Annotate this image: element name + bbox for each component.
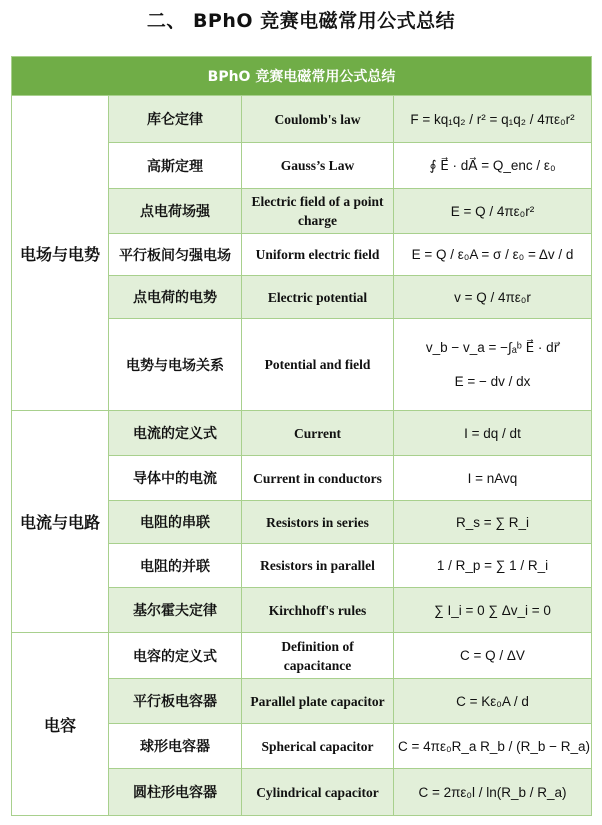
formula: C = Q / ΔV <box>394 633 592 679</box>
cn-name: 导体中的电流 <box>109 456 242 501</box>
category-cell: 电场与电势 <box>12 96 109 411</box>
en-name: Resistors in series <box>242 501 394 544</box>
cn-name: 点电荷的电势 <box>109 276 242 319</box>
en-name: Parallel plate capacitor <box>242 679 394 724</box>
cn-name: 电阻的并联 <box>109 544 242 588</box>
cn-name: 高斯定理 <box>109 143 242 189</box>
formula: 1 / R_p = ∑ 1 / R_i <box>394 544 592 588</box>
en-name: Resistors in parallel <box>242 544 394 588</box>
en-name: Cylindrical capacitor <box>242 769 394 816</box>
cn-name: 平行板间匀强电场 <box>109 234 242 276</box>
cn-name: 电流的定义式 <box>109 411 242 456</box>
cn-name: 库仑定律 <box>109 96 242 143</box>
formula: C = Kε₀A / d <box>394 679 592 724</box>
formula: C = 2πε₀l / ln(R_b / R_a) <box>394 769 592 816</box>
en-name: Current <box>242 411 394 456</box>
formula <box>394 319 592 411</box>
en-name: Kirchhoff's rules <box>242 588 394 633</box>
en-name: Electric potential <box>242 276 394 319</box>
formula: I = nAvq <box>394 456 592 501</box>
formula: R_s = ∑ R_i <box>394 501 592 544</box>
formula-line-2: E = − dv / dx <box>454 373 531 389</box>
cn-name: 平行板电容器 <box>109 679 242 724</box>
cn-name: 电容的定义式 <box>109 633 242 679</box>
formula-line-1: v_b − v_a = −∫ₐᵇ E⃗ · dr⃗ <box>425 339 560 355</box>
cn-name: 点电荷场强 <box>109 189 242 234</box>
en-name: Potential and field <box>242 319 394 411</box>
formula: ∮ E⃗ · dA⃗ = Q_enc / ε₀ <box>394 143 592 189</box>
formula: F = kq₁q₂ / r² = q₁q₂ / 4πε₀r² <box>394 96 592 143</box>
formula: I = dq / dt <box>394 411 592 456</box>
en-name: Uniform electric field <box>242 234 394 276</box>
formula: E = Q / 4πε₀r² <box>394 189 592 234</box>
en-name: Gauss’s Law <box>242 143 394 189</box>
cn-name: 球形电容器 <box>109 724 242 769</box>
formula: v = Q / 4πε₀r <box>394 276 592 319</box>
category-cell: 电流与电路 <box>12 411 109 633</box>
formula: C = 4πε₀R_a R_b / (R_b − R_a) <box>394 724 592 769</box>
en-name: Spherical capacitor <box>242 724 394 769</box>
page-title: 二、 BPhO 竞赛电磁常用公式总结 <box>146 10 456 32</box>
table-row <box>12 633 592 679</box>
cn-name: 电阻的串联 <box>109 501 242 544</box>
cn-name: 圆柱形电容器 <box>109 769 242 816</box>
en-name: Current in conductors <box>242 456 394 501</box>
formula: E = Q / ε₀A = σ / ε₀ = Δv / d <box>394 234 592 276</box>
table-row <box>12 96 592 143</box>
cn-name: 基尔霍夫定律 <box>109 588 242 633</box>
en-name: Coulomb's law <box>242 96 394 143</box>
table-row <box>12 411 592 456</box>
formula: ∑ I_i = 0 ∑ Δv_i = 0 <box>394 588 592 633</box>
formula-table <box>11 56 592 816</box>
en-name: Definition of capacitance <box>242 633 394 679</box>
category-cell: 电容 <box>12 633 109 816</box>
cn-name: 电势与电场关系 <box>109 319 242 411</box>
en-name: Electric field of a point charge <box>242 189 394 234</box>
table-header: BPhO 竞赛电磁常用公式总结 <box>12 57 592 96</box>
